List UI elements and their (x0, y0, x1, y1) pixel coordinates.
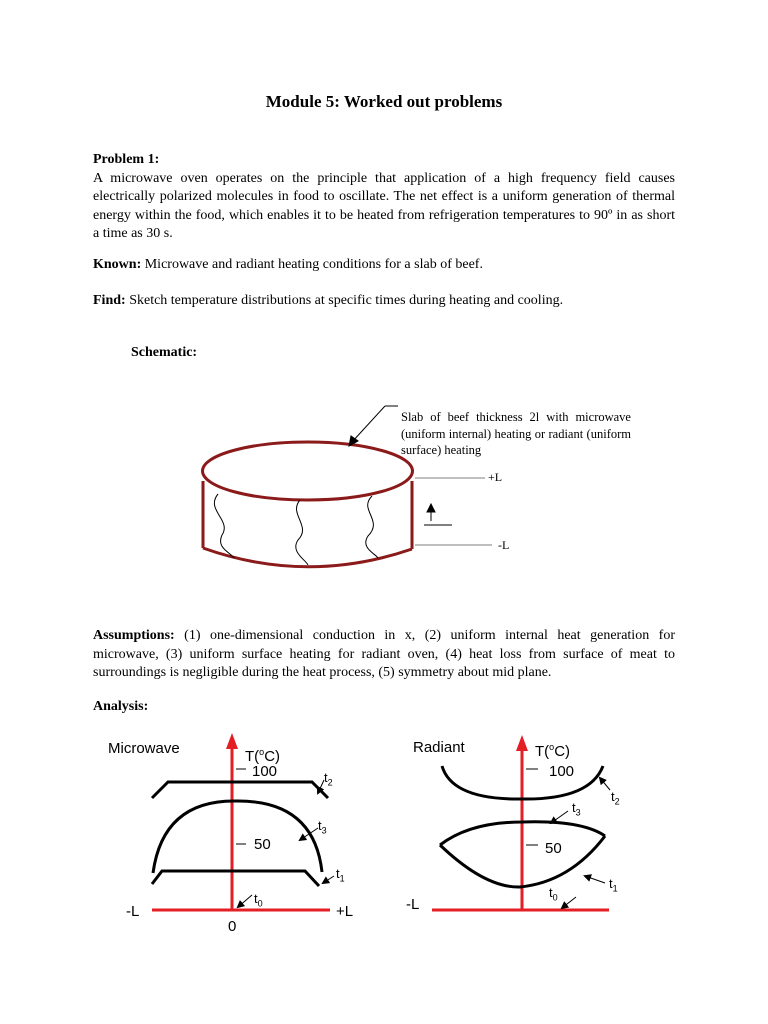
microwave-plot (152, 733, 334, 910)
problem-section (93, 151, 675, 244)
microwave-minus-l: -L (126, 903, 140, 920)
microwave-curve-t2 (152, 782, 328, 798)
minus-l-label: -L (498, 538, 510, 552)
radiant-tick-100: 100 (549, 763, 575, 780)
microwave-label-t1: $t_1$ (336, 866, 345, 884)
microwave-t-axis-label: T($^o$C) (245, 747, 281, 765)
page-title: Module 5: Worked out problems (265, 92, 503, 111)
known-text: Microwave and radiant heating conditions for a slab of beef. (141, 257, 483, 272)
known-label: Known: (93, 257, 142, 272)
radiant-label-t3: $t_3$ (572, 800, 581, 818)
known-line (93, 256, 675, 275)
microwave-label-t0: $t_0$ (254, 891, 263, 909)
find-text: Sketch temperature distributions at specific times during heating and cooling. (125, 293, 564, 308)
radiant-label-t0: $t_0$ (549, 885, 558, 903)
microwave-label-t3: $t_3$ (318, 818, 327, 836)
assumptions-text: (1) one-dimensional conduction in x, (2) uniform internal heat generation for microwave, (3) uniform surface heating for radiant oven, (4) heat loss from surface of meat to surroundings is negligible during the heat process, (5) symmetry about mid plane. (93, 628, 675, 680)
slab-internal-lines (214, 494, 378, 565)
caption-line: surface) heating (401, 443, 482, 457)
problem-heading: Problem 1: (93, 152, 160, 167)
x-direction-arrow (424, 504, 452, 525)
microwave-plus-l: +L (336, 903, 354, 920)
radiant-title: Radiant (413, 739, 465, 756)
microwave-label-t2: $t_2$ (324, 770, 333, 788)
caption-leader-arrow (349, 406, 398, 446)
radiant-curve-t3 (440, 822, 605, 845)
microwave-t-axis-arrowhead (226, 733, 238, 749)
microwave-tick-50: 50 (254, 836, 271, 853)
problem-text: A microwave oven operates on the principle that application of a high frequency field causes electrically polarized molecules in food to oscillate. The net effect is a uniform generation of thermal energy within the food, which enables it to be heated from refrigeration temperatures to 90º in as short a time as 30 s. (93, 170, 675, 241)
find-label: Find: (93, 293, 126, 308)
find-line (93, 292, 675, 311)
radiant-t-axis-arrowhead (516, 735, 528, 751)
microwave-zero: 0 (228, 918, 237, 935)
analysis-label: Analysis: (93, 699, 149, 714)
schematic-caption (401, 409, 631, 459)
beef-slab (203, 442, 413, 567)
radiant-plot (432, 735, 610, 910)
schematic-label: Schematic: (131, 345, 198, 360)
radiant-label-t1: $t_1$ (609, 876, 618, 894)
caption-line: (uniform internal) heating or radiant (uniform (401, 426, 631, 441)
microwave-curve-t3 (153, 801, 322, 873)
radiant-curve-t2 (442, 766, 603, 799)
plus-l-label: +L (488, 470, 503, 484)
assumptions-section (93, 627, 675, 683)
radiant-tick-50: 50 (545, 840, 562, 857)
microwave-tick-100: 100 (252, 763, 278, 780)
radiant-t-axis-label: T($^o$C) (535, 742, 571, 760)
radiant-label-t2: $t_2$ (611, 789, 620, 807)
microwave-title: Microwave (108, 740, 180, 757)
radiant-curve-t1 (440, 836, 605, 887)
assumptions-label: Assumptions: (93, 628, 175, 643)
microwave-curve-t1 (152, 871, 319, 886)
radiant-minus-l: -L (406, 896, 420, 913)
caption-line: Slab of beef thickness 2l with microwave (401, 410, 631, 424)
